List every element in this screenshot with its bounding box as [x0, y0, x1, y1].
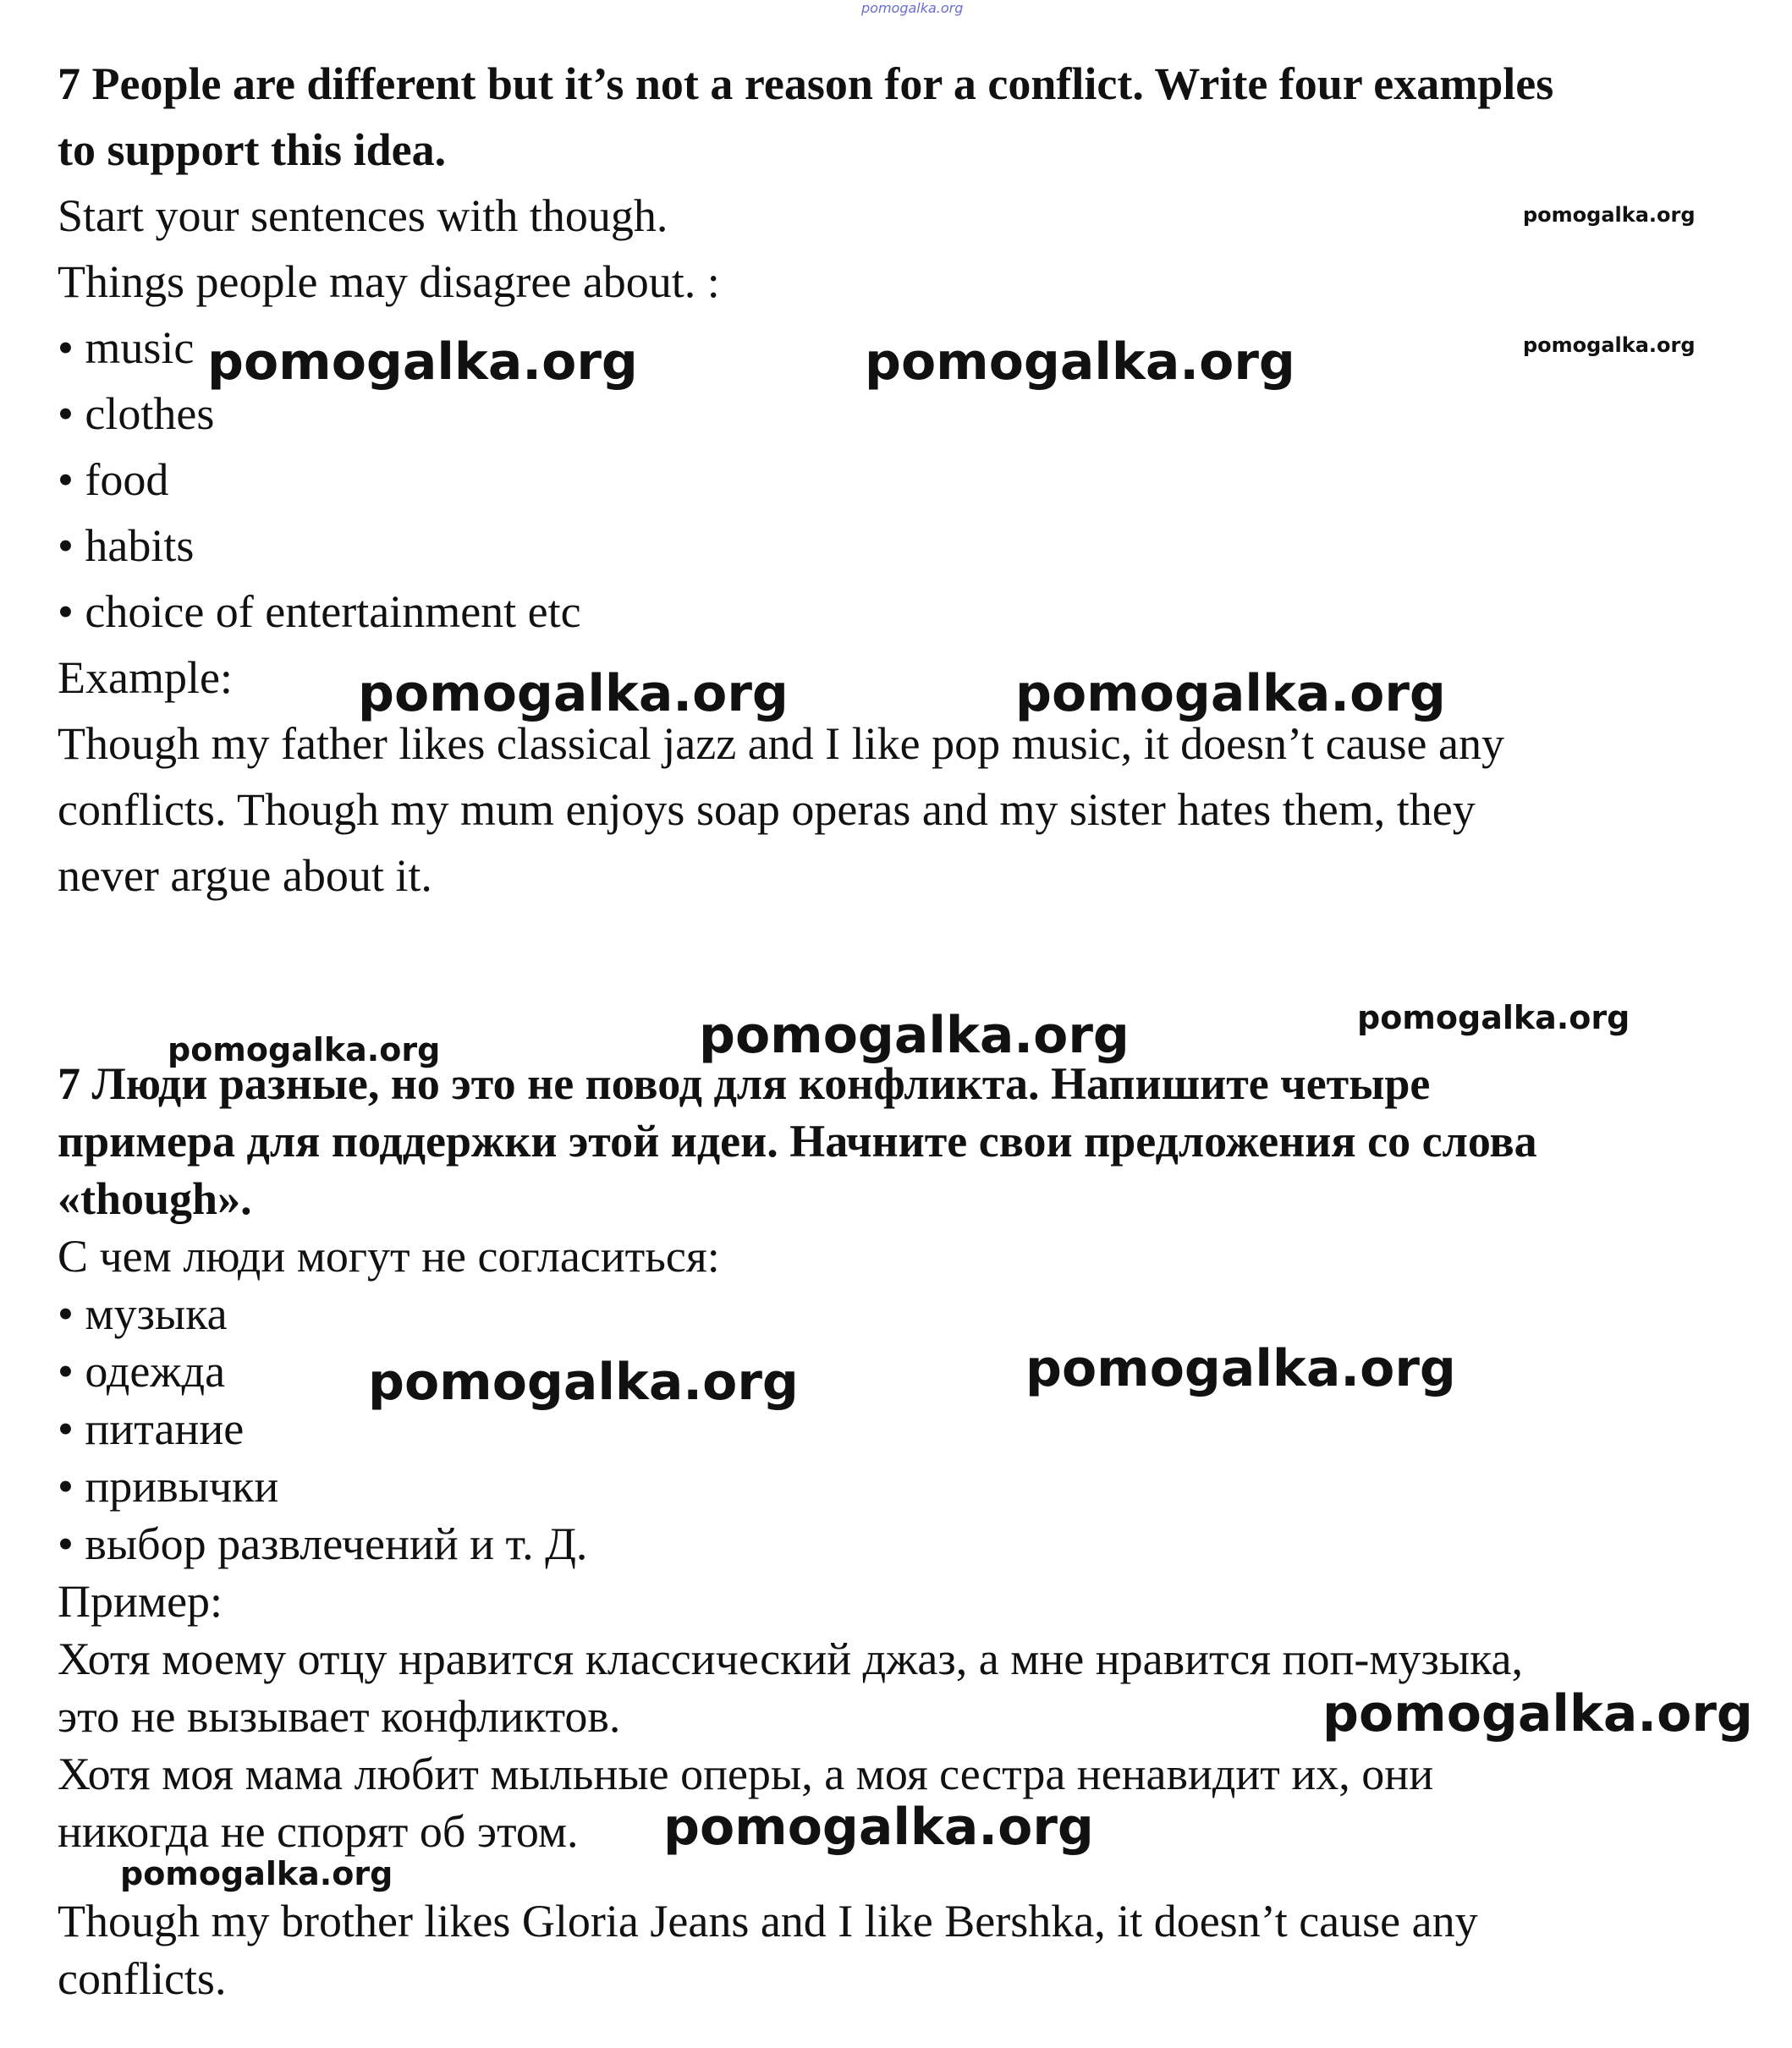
watermark: pomogalka.org — [168, 1031, 441, 1068]
list-intro: Things people may disagree about. : — [58, 256, 720, 307]
translation-heading-line-3: «though». — [58, 1173, 252, 1224]
watermark: pomogalka.org — [1322, 1684, 1753, 1743]
translation-example-label: Пример: — [58, 1576, 223, 1627]
example-line-1: Though my father likes classical jazz and I like pop music, it doesn’t cause any — [58, 718, 1504, 769]
list-item-music: • music — [58, 322, 195, 373]
list-item-entertainment: • choice of entertainment etc — [58, 586, 581, 637]
watermark: pomogalka.org — [699, 1006, 1130, 1065]
watermark: pomogalka.org — [865, 332, 1295, 392]
watermark: pomogalka.org — [1523, 333, 1696, 357]
example-label: Example: — [58, 652, 233, 703]
task-heading-line-2: to support this idea. — [58, 124, 447, 175]
watermark: pomogalka.org — [1357, 999, 1630, 1036]
watermark: pomogalka.org — [120, 1855, 393, 1892]
watermark: pomogalka.org — [1025, 1339, 1456, 1398]
task-instruction: Start your sentences with though. — [58, 190, 668, 241]
list-item-habits: • habits — [58, 520, 195, 571]
watermark: pomogalka.org — [358, 664, 789, 723]
answer-line-2: conflicts. — [58, 1953, 227, 2004]
translation-example-line-2: это не вызывает конфликтов. — [58, 1691, 621, 1742]
watermark: pomogalka.org — [663, 1798, 1094, 1857]
translation-list-item: • привычки — [58, 1461, 279, 1512]
list-item-food: • food — [58, 454, 169, 505]
example-line-3: never argue about it. — [58, 850, 432, 901]
example-line-2: conflicts. Though my mum enjoys soap operas and my sister hates them, they — [58, 784, 1476, 835]
watermark: pomogalka.org — [368, 1353, 799, 1412]
answer-line-1: Though my brother likes Gloria Jeans and I like Bershka, it doesn’t cause any — [58, 1896, 1478, 1946]
translation-example-line-4: никогда не спорят об этом. — [58, 1806, 579, 1857]
translation-list-item: • музыка — [58, 1288, 228, 1339]
translation-list-intro: С чем люди могут не согласиться: — [58, 1231, 720, 1282]
translation-list-item: • одежда — [58, 1346, 226, 1397]
watermark: pomogalka.org — [1523, 203, 1696, 227]
translation-heading-line-2: примера для поддержки этой идеи. Начните свои предложения со слова — [58, 1116, 1537, 1167]
translation-list-item: • выбор развлечений и т. Д. — [58, 1518, 588, 1569]
task-heading-line-1: 7 People are different but it’s not a reason for a conflict. Write four examples — [58, 58, 1554, 109]
translation-list-item: • питание — [58, 1403, 245, 1454]
watermark-top: pomogalka.org — [861, 0, 964, 16]
watermark: pomogalka.org — [207, 332, 638, 392]
translation-heading-line-1: 7 Люди разные, но это не повод для конфликта. Напишите четыре — [58, 1058, 1431, 1109]
translation-example-line-3: Хотя моя мама любит мыльные оперы, а моя сестра ненавидит их, они — [58, 1749, 1434, 1799]
list-item-clothes: • clothes — [58, 388, 215, 439]
watermark: pomogalka.org — [1015, 664, 1446, 723]
translation-example-line-1: Хотя моему отцу нравится классический джаз, а мне нравится поп-музыка, — [58, 1633, 1524, 1684]
